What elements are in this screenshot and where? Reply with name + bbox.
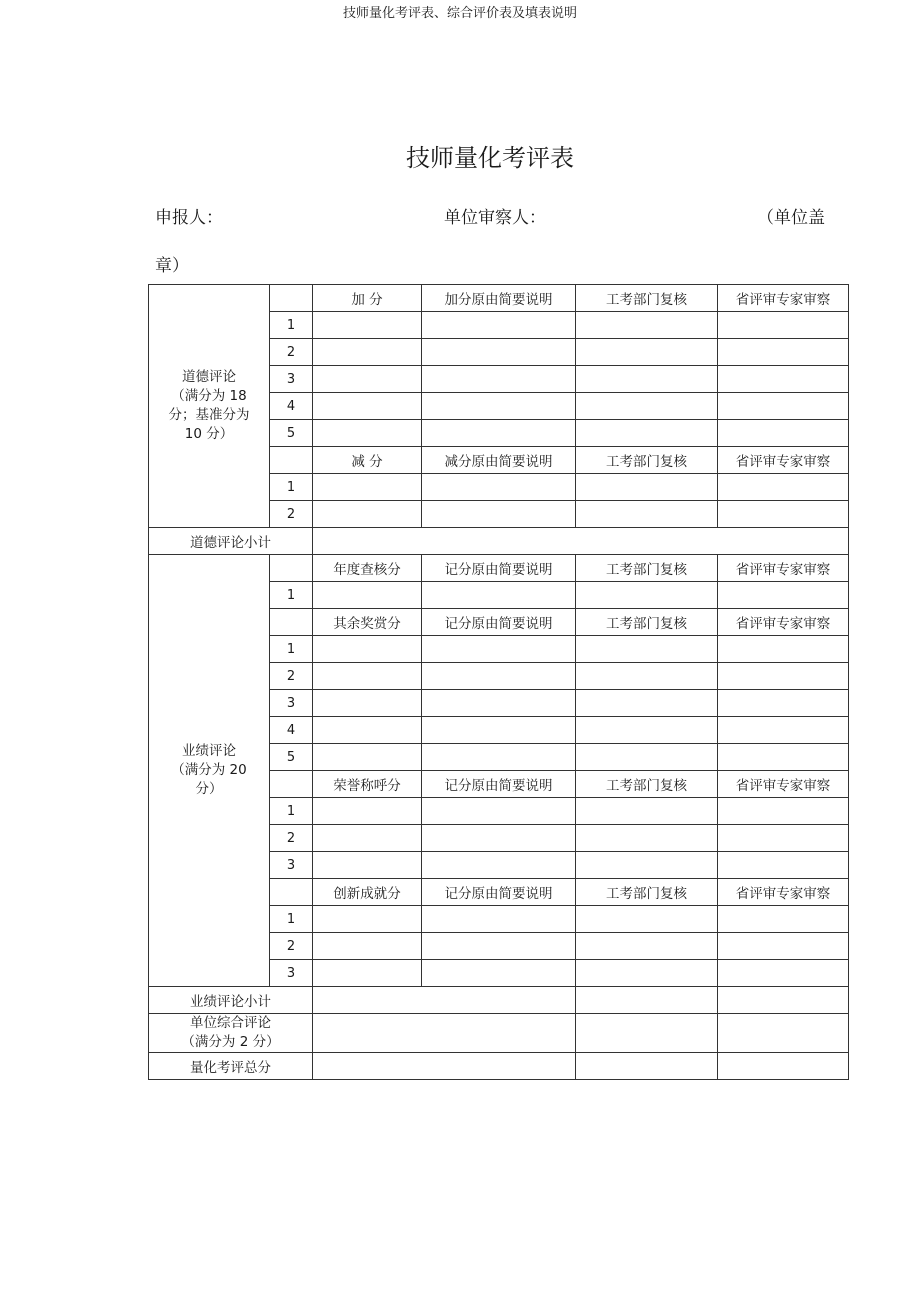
moral-label-line1: 道德评论 (182, 369, 236, 385)
honor-label: 荣誉称呼分 (313, 771, 422, 798)
entry-cell[interactable] (718, 312, 849, 339)
row-number: 5 (270, 420, 313, 447)
moral-category-cell (149, 285, 270, 528)
applicant-label: 申报人： (155, 208, 223, 228)
entry-cell[interactable] (718, 690, 849, 717)
entry-cell[interactable] (422, 474, 576, 501)
dept-review-header: 工考部门复核 (576, 879, 718, 906)
entry-cell[interactable] (422, 717, 576, 744)
entry-cell[interactable] (422, 690, 576, 717)
expert-review-header: 省评审专家审察 (718, 879, 849, 906)
annual-label: 年度查核分 (313, 555, 422, 582)
entry-cell[interactable] (576, 501, 718, 528)
moral-label-line2: （满分为 18 (171, 388, 247, 404)
entry-cell[interactable] (313, 852, 422, 879)
entry-cell[interactable] (718, 339, 849, 366)
stamp-label-part2: 章） (155, 256, 189, 276)
moral-subtotal-label: 道德评论小计 (149, 528, 313, 555)
entry-cell[interactable] (576, 852, 718, 879)
entry-cell[interactable] (313, 420, 422, 447)
expert-review-header: 省评审专家审察 (718, 555, 849, 582)
stamp-label-part1: （单位盖 (757, 208, 825, 228)
expert-review-header: 省评审专家审察 (718, 447, 849, 474)
entry-cell[interactable] (313, 501, 422, 528)
row-number: 4 (270, 717, 313, 744)
blank-cell (270, 447, 313, 474)
total-row (149, 1053, 849, 1080)
entry-cell[interactable] (718, 393, 849, 420)
entry-cell[interactable] (422, 906, 576, 933)
expert-review-header: 省评审专家审察 (718, 609, 849, 636)
unit-eval-line2: （满分为 2 分） (181, 1034, 280, 1050)
reason-score-header: 记分原由简要说明 (422, 555, 576, 582)
entry-cell[interactable] (718, 960, 849, 987)
moral-subtotal-row (149, 528, 849, 555)
entry-cell[interactable] (718, 663, 849, 690)
row-number: 2 (270, 501, 313, 528)
entry-cell[interactable] (576, 474, 718, 501)
page-title: 技师量化考评表 (406, 144, 574, 172)
entry-cell[interactable] (422, 636, 576, 663)
entry-cell[interactable] (576, 933, 718, 960)
entry-cell[interactable] (422, 339, 576, 366)
reason-add-header: 加分原由简要说明 (422, 285, 576, 312)
expert-review-header: 省评审专家审察 (718, 285, 849, 312)
entry-cell[interactable] (576, 393, 718, 420)
entry-cell[interactable] (422, 798, 576, 825)
unit-eval-line1: 单位综合评论 (190, 1015, 271, 1031)
entry-cell[interactable] (422, 825, 576, 852)
performance-subtotal-expert[interactable] (718, 987, 849, 1014)
dept-review-header: 工考部门复核 (576, 447, 718, 474)
entry-cell[interactable] (313, 474, 422, 501)
row-number: 1 (270, 474, 313, 501)
reason-sub-header: 减分原由简要说明 (422, 447, 576, 474)
entry-cell[interactable] (576, 744, 718, 771)
entry-cell[interactable] (313, 312, 422, 339)
entry-cell[interactable] (718, 933, 849, 960)
unit-eval-row (149, 1014, 849, 1053)
entry-cell[interactable] (576, 690, 718, 717)
total-dept[interactable] (576, 1053, 718, 1080)
row-number: 3 (270, 960, 313, 987)
entry-cell[interactable] (576, 906, 718, 933)
moral-subtotal-value[interactable] (313, 528, 849, 555)
row-number: 5 (270, 744, 313, 771)
performance-subtotal-dept[interactable] (576, 987, 718, 1014)
row-number: 3 (270, 366, 313, 393)
row-number: 4 (270, 393, 313, 420)
row-number: 1 (270, 636, 313, 663)
entry-cell[interactable] (718, 582, 849, 609)
entry-cell[interactable] (718, 852, 849, 879)
unit-eval-expert[interactable] (718, 1014, 849, 1053)
entry-cell[interactable] (313, 960, 422, 987)
entry-cell[interactable] (576, 312, 718, 339)
row-number: 1 (270, 312, 313, 339)
entry-cell[interactable] (313, 825, 422, 852)
entry-cell[interactable] (422, 663, 576, 690)
entry-cell[interactable] (313, 339, 422, 366)
entry-cell[interactable] (718, 366, 849, 393)
entry-cell[interactable] (313, 582, 422, 609)
entry-cell[interactable] (576, 663, 718, 690)
row-number: 2 (270, 663, 313, 690)
blank-cell (270, 555, 313, 582)
document-header: 技师量化考评表、综合评价表及填表说明 (342, 6, 577, 21)
dept-review-header: 工考部门复核 (576, 609, 718, 636)
performance-subtotal-value[interactable] (313, 987, 576, 1014)
entry-cell[interactable] (313, 906, 422, 933)
entry-cell[interactable] (576, 339, 718, 366)
unit-eval-value[interactable] (313, 1014, 576, 1053)
row-number: 2 (270, 933, 313, 960)
entry-cell[interactable] (718, 636, 849, 663)
annual-header-row (149, 555, 849, 582)
unit-eval-label (149, 1014, 313, 1053)
row-number: 2 (270, 339, 313, 366)
moral-sub-label: 减 分 (313, 447, 422, 474)
reason-score-header: 记分原由简要说明 (422, 771, 576, 798)
evaluation-table (148, 284, 849, 1080)
entry-cell[interactable] (313, 366, 422, 393)
entry-cell[interactable] (576, 420, 718, 447)
unit-eval-dept[interactable] (576, 1014, 718, 1053)
performance-label-line2: （满分为 20 (171, 762, 247, 778)
row-number: 3 (270, 852, 313, 879)
row-number: 1 (270, 798, 313, 825)
moral-add-label: 加 分 (313, 285, 422, 312)
entry-cell[interactable] (718, 798, 849, 825)
blank-cell (270, 609, 313, 636)
dept-review-header: 工考部门复核 (576, 771, 718, 798)
reason-score-header: 记分原由简要说明 (422, 879, 576, 906)
entry-cell[interactable] (422, 366, 576, 393)
reviewer-label: 单位审察人： (444, 208, 546, 228)
entry-cell[interactable] (422, 582, 576, 609)
entry-cell[interactable] (718, 825, 849, 852)
entry-cell[interactable] (718, 501, 849, 528)
performance-label-line3: 分） (195, 781, 223, 797)
entry-cell[interactable] (422, 501, 576, 528)
entry-cell[interactable] (576, 825, 718, 852)
performance-subtotal-label: 业绩评论小计 (149, 987, 313, 1014)
entry-cell[interactable] (422, 933, 576, 960)
entry-cell[interactable] (422, 852, 576, 879)
expert-review-header: 省评审专家审察 (718, 771, 849, 798)
entry-cell[interactable] (313, 393, 422, 420)
row-number: 1 (270, 906, 313, 933)
moral-label-line3: 分；基准分为 (168, 407, 250, 423)
reason-score-header: 记分原由简要说明 (422, 609, 576, 636)
moral-label-line4: 10 分） (184, 426, 234, 442)
entry-cell[interactable] (422, 393, 576, 420)
blank-cell (270, 771, 313, 798)
total-label: 量化考评总分 (149, 1053, 313, 1080)
award-label: 其余奖赏分 (313, 609, 422, 636)
performance-subtotal-row (149, 987, 849, 1014)
row-number: 2 (270, 825, 313, 852)
entry-cell[interactable] (313, 933, 422, 960)
entry-cell[interactable] (718, 906, 849, 933)
row-number: 3 (270, 690, 313, 717)
entry-cell[interactable] (718, 474, 849, 501)
entry-cell[interactable] (313, 717, 422, 744)
entry-cell[interactable] (576, 366, 718, 393)
entry-cell[interactable] (576, 717, 718, 744)
row-number: 1 (270, 582, 313, 609)
total-expert[interactable] (718, 1053, 849, 1080)
innovation-label: 创新成就分 (313, 879, 422, 906)
entry-cell[interactable] (422, 744, 576, 771)
performance-label-line1: 业绩评论 (182, 743, 236, 759)
entry-cell[interactable] (718, 744, 849, 771)
entry-cell[interactable] (718, 420, 849, 447)
entry-cell[interactable] (576, 798, 718, 825)
entry-cell[interactable] (576, 582, 718, 609)
entry-cell[interactable] (422, 420, 576, 447)
entry-cell[interactable] (313, 744, 422, 771)
performance-category-cell (149, 555, 270, 987)
entry-cell[interactable] (313, 690, 422, 717)
entry-cell[interactable] (422, 960, 576, 987)
entry-cell[interactable] (422, 312, 576, 339)
entry-cell[interactable] (313, 636, 422, 663)
blank-cell (270, 879, 313, 906)
entry-cell[interactable] (576, 636, 718, 663)
entry-cell[interactable] (313, 663, 422, 690)
dept-review-header: 工考部门复核 (576, 555, 718, 582)
blank-cell (270, 285, 313, 312)
entry-cell[interactable] (576, 960, 718, 987)
dept-review-header: 工考部门复核 (576, 285, 718, 312)
moral-add-header-row (149, 285, 849, 312)
entry-cell[interactable] (313, 798, 422, 825)
total-value[interactable] (313, 1053, 576, 1080)
entry-cell[interactable] (718, 717, 849, 744)
